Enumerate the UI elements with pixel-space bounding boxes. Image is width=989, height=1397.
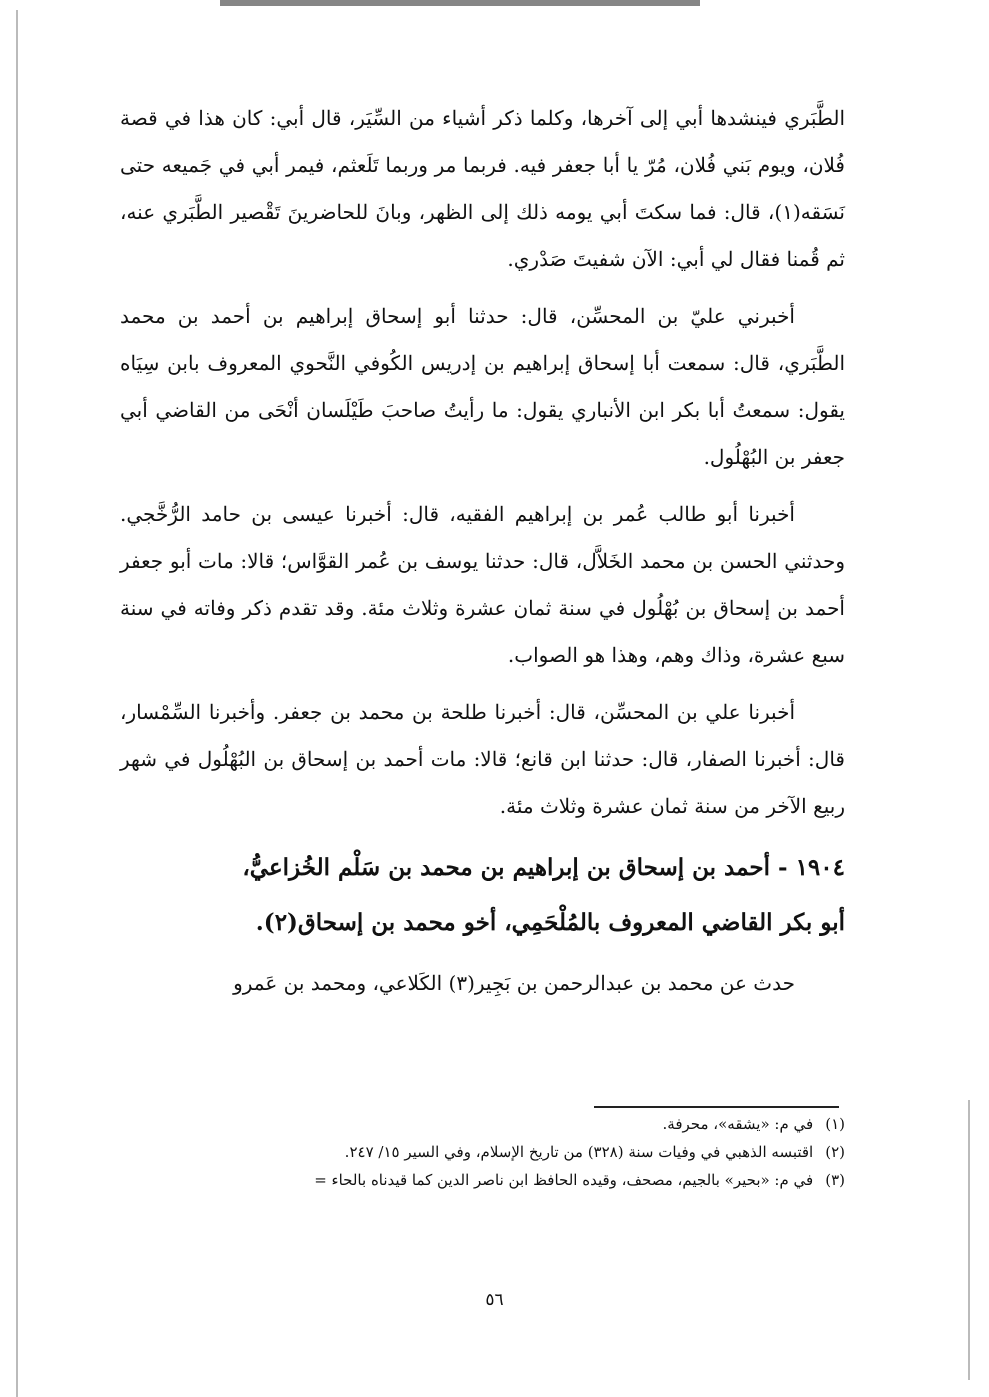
entry-heading-line-1 xyxy=(120,840,845,895)
scan-edge-left xyxy=(16,10,18,1397)
footnote-2 xyxy=(120,1138,845,1166)
footnote-separator xyxy=(594,1106,839,1108)
page-number: ٥٦ xyxy=(485,1290,504,1310)
entry-paragraph: حدث عن محمد بن عبدالرحمن بن بَجِير(٣) الكَلاعي، ومحمد بن عَمرو xyxy=(233,971,795,995)
footnote-text: في م: «يشقه»، محرفة. xyxy=(662,1115,814,1133)
cropped-header-line xyxy=(220,0,700,6)
footnote-3 xyxy=(120,1166,845,1194)
paragraph-4: أخبرنا علي بن المحسِّن، قال: أخبرنا طلحة بن محمد بن جعفر. وأخبرنا السِّمْسار، قال: أخبرنا الصفار، قال: حدثنا ابن قانع؛ قالا: مات أحمد بن إسحاق بن البُهْلُول في شهر ربيع الآخر من سنة ثمان عشرة وثلاث مئة. xyxy=(120,700,845,818)
footnotes xyxy=(120,1110,845,1194)
paragraph-1: الطَّبَري فينشدها أبي إلى آخرها، وكلما ذكر أشياء من السِّيَر، قال أبي: كان هذا في قصة فُلان، ويوم بَني فُلان، مُرّ يا أبا جعفر فيه. فربما مر وربما تَلَعثم، فيمر أبي في جَميعه حتى نَسَقه(١)، قال: فما سكتَ أبي يومه ذلك إلى الظهر، وبانَ للحاضرينَ تَقْصير الطَّبَري عنه، ثم قُمنا فقال لي أبي: الآن شفيتَ صَدْري. xyxy=(120,106,845,271)
scan-edge-right xyxy=(968,1100,970,1380)
entry-title: - أحمد بن إسحاق بن إبراهيم بن محمد بن سَلْم الخُزاعيُّ، xyxy=(242,854,788,881)
footnote-number: (٣) xyxy=(825,1171,845,1189)
footnote-number: (١) xyxy=(825,1115,845,1133)
paragraph-3: أخبرنا أبو طالب عُمر بن إبراهيم الفقيه، قال: أخبرنا عيسى بن حامد الرُّخَّجي. وحدثني الحسن بن محمد الخَلاَّل، قال: حدثنا يوسف بن عُمر القوَّاس؛ قالا: مات أبو جعفر أحمد بن إسحاق بن بُهْلُول في سنة ثمان عشرة وثلاث مئة. وقد تقدم ذكر وفاته في سنة سبع عشرة، وذاك وهم، وهذا هو الصواب. xyxy=(120,502,845,667)
main-text xyxy=(120,95,845,1017)
entry-number: ١٩٠٤ xyxy=(795,854,845,881)
footnote-text: في م: «بحير» بالجيم، مصحف، وقيده الحافظ ابن ناصر الدين كما قيدناه بالحاء = xyxy=(314,1171,814,1189)
biography-entry-heading xyxy=(120,840,845,950)
footnote-number: (٢) xyxy=(825,1143,845,1161)
footnote-text: اقتبسه الذهبي في وفيات سنة (٣٢٨) من تاريخ الإسلام، وفي السير ١٥/ ٢٤٧. xyxy=(344,1143,814,1161)
footnote-1 xyxy=(120,1110,845,1138)
paragraph-2: أخبرني عليّ بن المحسِّن، قال: حدثنا أبو إسحاق إبراهيم بن أحمد بن محمد الطَّبَري، قال: سمعت أبا إسحاق إبراهيم بن إدريس الكُوفي النَّحوي المعروف بابن سِيَاه يقول: سمعتُ أبا بكر ابن الأنباري يقول: ما رأيتُ صاحبَ طَيْلَسان أنْحَى من القاضي أبي جعفر بن البُهْلُول. xyxy=(120,304,845,469)
entry-heading-line-2: أبو بكر القاضي المعروف بالمُلْحَمِي، أخو محمد بن إسحاق(٢). xyxy=(255,909,845,936)
